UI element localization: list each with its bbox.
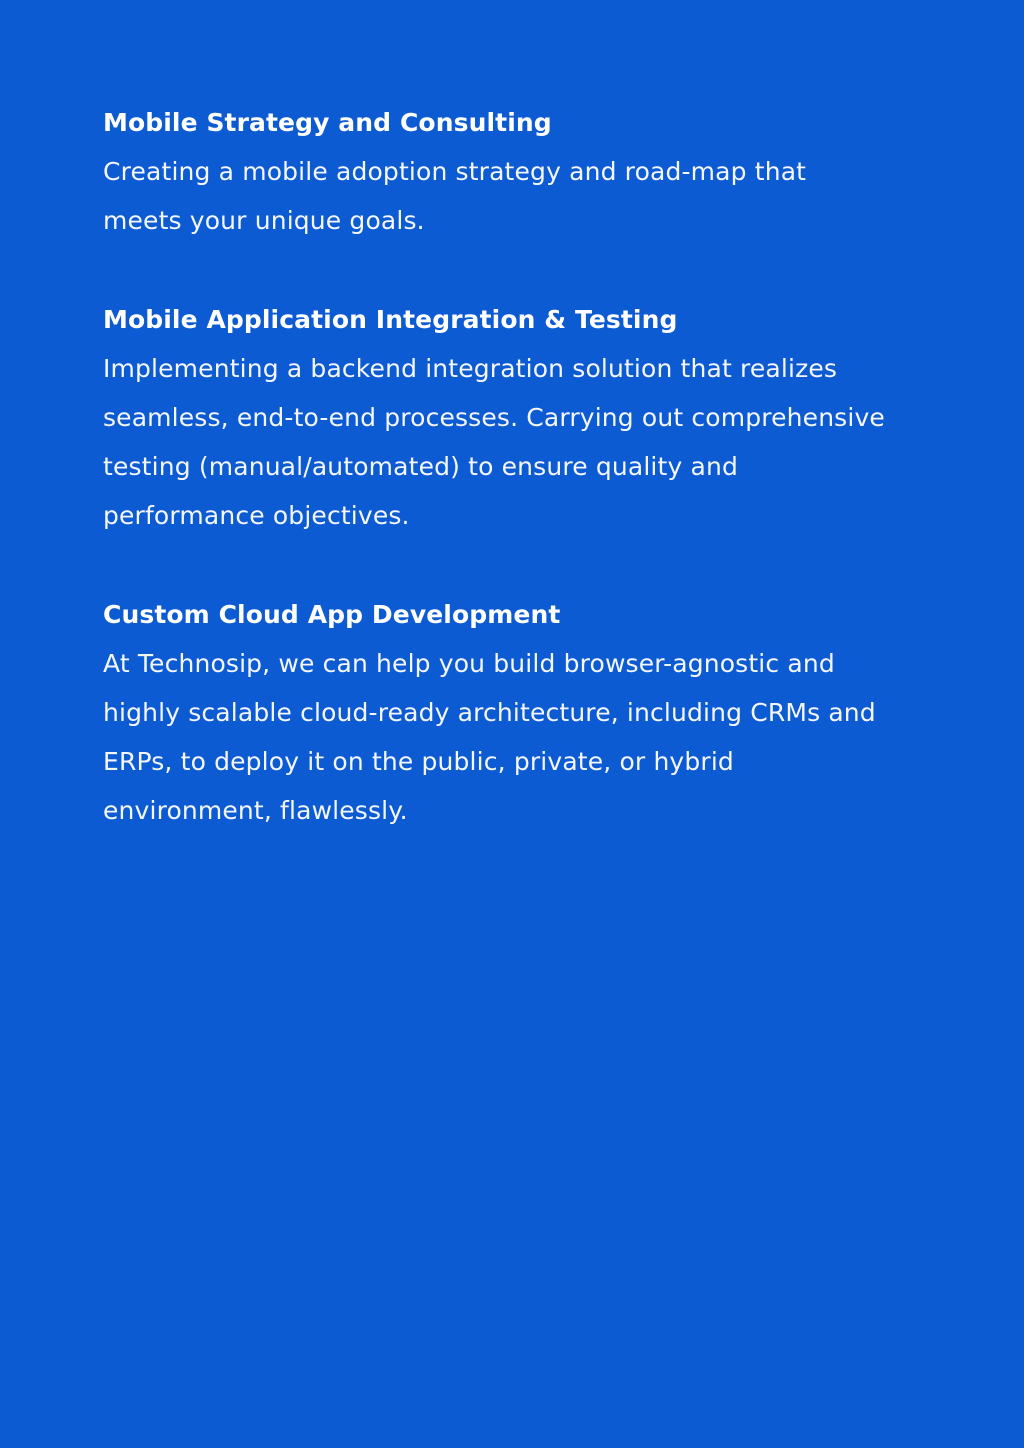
section-text-line: environment, flawlessly. [103,796,408,825]
section-text-line: performance objectives. [103,501,410,530]
service-section-cloud-app-development [103,590,943,835]
services-list [103,98,943,885]
section-heading: Mobile Application Integration & Testing [103,305,678,334]
section-text-line: ERPs, to deploy it on the public, private, or hybrid [103,747,734,776]
service-section-integration-testing [103,295,943,540]
service-section-mobile-strategy [103,98,943,245]
section-text-line: highly scalable cloud-ready architecture, including CRMs and [103,698,876,727]
section-text-line: meets your unique goals. [103,206,425,235]
section-heading: Custom Cloud App Development [103,600,561,629]
section-text-line: Implementing a backend integration solution that realizes [103,354,838,383]
section-text-line: At Technosip, we can help you build browser-agnostic and [103,649,835,678]
section-text-line: testing (manual/automated) to ensure quality and [103,452,739,481]
section-heading: Mobile Strategy and Consulting [103,108,552,137]
section-text-line: seamless, end-to-end processes. Carrying out comprehensive [103,403,885,432]
section-text-line: Creating a mobile adoption strategy and road-map that [103,157,807,186]
